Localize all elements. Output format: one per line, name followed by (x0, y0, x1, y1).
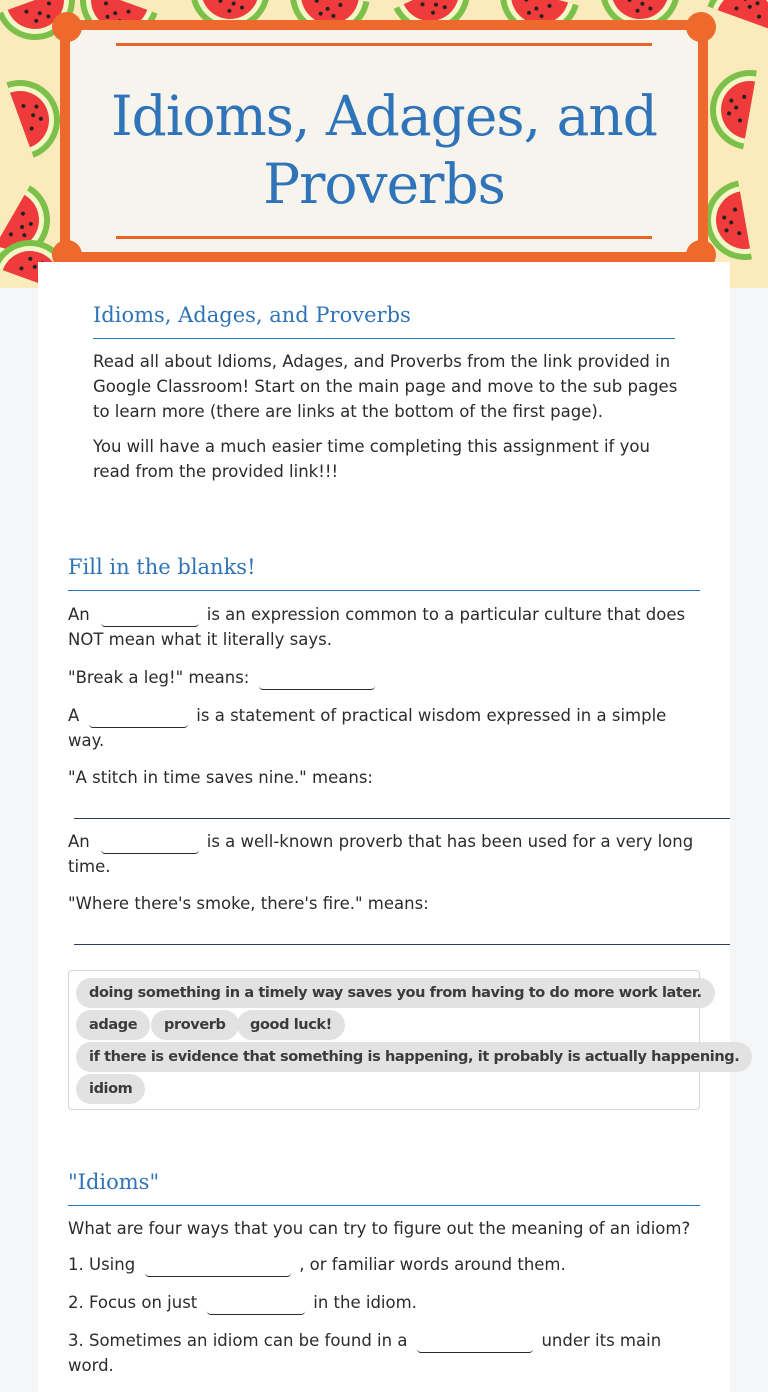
title-corner-decoration (686, 12, 716, 42)
question-4 (68, 765, 708, 790)
q5-prefix: An (68, 832, 90, 851)
intro-paragraph-2 (93, 434, 693, 484)
q5-line2: time. (68, 857, 111, 876)
word-bank-chip[interactable]: idiom (76, 1074, 145, 1104)
word-bank-chip[interactable]: adage (76, 1010, 150, 1040)
q4-answer-blank[interactable] (74, 818, 730, 819)
worksheet-card (38, 262, 740, 1392)
q3-answer-blank[interactable] (89, 706, 188, 728)
page-title (90, 82, 678, 218)
idioms-item-2 (68, 1290, 708, 1315)
idioms-question-text: What are four ways that you can try to figure out the meaning of an idiom? (68, 1219, 691, 1238)
word-bank-chip[interactable]: good luck! (237, 1010, 345, 1040)
q1-prefix: An (68, 605, 90, 624)
idioms-heading: "Idioms" (68, 1170, 160, 1194)
word-bank-chip[interactable]: if there is evidence that something is happening, it probably is actually happening. (76, 1042, 752, 1072)
item3-prefix: 3. Sometimes an idiom can be found in a (68, 1331, 408, 1350)
q1-line2: NOT mean what it literally says. (68, 630, 332, 649)
intro-p2-line2: read from the provided link!!! (93, 462, 339, 481)
question-5 (68, 829, 708, 879)
intro-p1-line2: Google Classroom! Start on the main page and move to the sub pages (93, 377, 678, 396)
q3-line2: way. (68, 731, 105, 750)
fill-blanks-heading-rule (68, 590, 700, 591)
title-card-inner (70, 30, 698, 252)
page-title-line2: Proverbs (263, 152, 505, 216)
intro-p1-line1: Read all about Idioms, Adages, and Proverbs from the link provided in (93, 352, 671, 371)
intro-p2-line1: You will have a much easier time completing this assignment if you (93, 437, 650, 456)
idioms-question (68, 1216, 708, 1241)
idioms-heading-rule (68, 1205, 700, 1206)
intro-heading: Idioms, Adages, and Proverbs (93, 303, 411, 327)
item3-answer-blank[interactable] (417, 1331, 533, 1353)
item3-line2: word. (68, 1356, 114, 1375)
q5-suffix: is a well-known proverb that has been used for a very long (206, 832, 694, 851)
question-1 (68, 602, 708, 652)
item2-suffix: in the idiom. (313, 1293, 417, 1312)
question-2 (68, 665, 708, 690)
word-bank (68, 970, 740, 1110)
header-banner (0, 0, 768, 288)
idioms-item-3 (68, 1328, 708, 1378)
q3-prefix: A (68, 706, 80, 725)
q5-answer-blank[interactable] (101, 832, 199, 854)
title-card (60, 20, 708, 262)
title-corner-decoration (52, 12, 82, 42)
item1-prefix: 1. Using (68, 1255, 136, 1274)
q6-answer-blank[interactable] (74, 944, 730, 945)
item2-answer-blank[interactable] (207, 1293, 305, 1315)
intro-heading-rule (93, 338, 675, 339)
q1-answer-blank[interactable] (101, 605, 199, 627)
item1-suffix: , or familiar words around them. (299, 1255, 566, 1274)
intro-p1-line3: to learn more (there are links at the bottom of the first page). (93, 402, 604, 421)
fill-blanks-heading: Fill in the blanks! (68, 555, 256, 579)
idioms-item-1 (68, 1252, 708, 1277)
q1-suffix: is an expression common to a particular culture that does (206, 605, 686, 624)
q6-prefix: "Where there's smoke, there's fire." means: (68, 894, 429, 913)
q4-prefix: "A stitch in time saves nine." means: (68, 768, 373, 787)
page-title-line1: Idioms, Adages, and (110, 84, 658, 148)
q2-prefix: "Break a leg!" means: (68, 668, 250, 687)
q2-answer-blank[interactable] (259, 668, 375, 690)
item1-answer-blank[interactable] (145, 1255, 291, 1277)
word-bank-chip[interactable]: doing something in a timely way saves you from having to do more work later. (76, 978, 715, 1008)
title-top-rule (116, 43, 652, 46)
q3-suffix: is a statement of practical wisdom expressed in a simple (196, 706, 667, 725)
question-6 (68, 891, 708, 916)
item2-prefix: 2. Focus on just (68, 1293, 198, 1312)
title-bottom-rule (116, 236, 652, 239)
question-3 (68, 703, 708, 753)
word-bank-chip[interactable]: proverb (151, 1010, 239, 1040)
item3-suffix: under its main (541, 1331, 662, 1350)
intro-paragraph-1 (93, 349, 693, 424)
